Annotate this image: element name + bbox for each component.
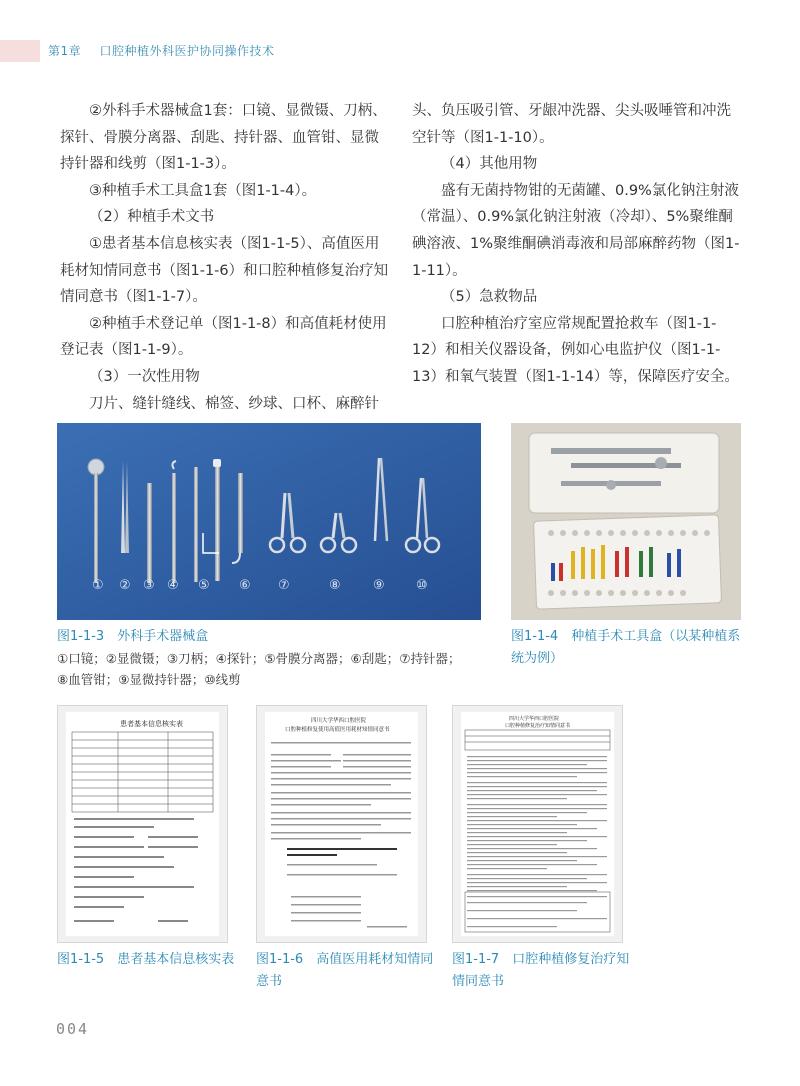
instrument-number-label: ② [119, 578, 131, 593]
form-org: 四川大学华西口腔医院 [311, 718, 367, 724]
paragraph: ③种植手术工具盒1套（图1-1-4）。 [89, 182, 317, 199]
figure-caption: 图1-1-3 外科手术器械盒 [57, 629, 209, 644]
paragraph: （2）种植手术文书 [89, 209, 215, 226]
instrument-number-label: ④ [167, 578, 179, 593]
paragraph: 头、负压吸引管、牙龈冲洗器、尖头吸唾管和冲洗空针等（图1-1-10）。 [412, 103, 731, 146]
chapter-title: 口腔种植外科医护协同操作技术 [99, 44, 275, 58]
instrument-number-label: ⑦ [278, 578, 290, 593]
instrument-number-label: ③ [143, 578, 155, 593]
paragraph: ①患者基本信息核实表（图1-1-5）、高值医用耗材知情同意书（图1-1-6）和口腔种植修复治疗知情同意书（图1-1-7）。 [60, 235, 389, 306]
implant-toolkit-photo [511, 423, 741, 620]
form-title: 口腔种植修复治疗知情同意书 [505, 723, 571, 729]
instrument-number-label: ⑩ [416, 578, 428, 593]
paragraph: 盛有无菌持物钳的无菌罐、0.9%氯化钠注射液（常温）、0.9%氯化钠注射液（冷却）、5%聚维酮碘溶液、1%聚维酮碘消毒液和局部麻醉药物（图1-1-11）。 [412, 182, 740, 279]
paragraph: 口腔种植治疗室应常规配置抢救车（图1-1-12）和相关仪器设备，例如心电监护仪（图1-1-13）和氧气装置（图1-1-14）等，保障医疗安全。 [412, 315, 739, 385]
figure-caption: 图1-1-4 种植手术工具盒（以某种植系统为例） [511, 629, 741, 666]
instrument-number-label: ⑥ [239, 578, 251, 593]
form-org: 四川大学华西口腔医院 [509, 716, 560, 722]
instrument-number-label: ⑧ [329, 578, 341, 593]
patient-info-form-image [57, 705, 228, 943]
instrument-number-label: ⑨ [373, 578, 385, 593]
figure-caption: 图1-1-6 高值医用耗材知情同意书 [256, 952, 434, 989]
paragraph: ②外科手术器械盒1套：口镜、显微镊、刀柄、探针、骨膜分离器、刮匙、持针器、血管钳、显微持针器和线剪（图1-1-3）。 [60, 103, 387, 173]
paragraph: ②种植手术登记单（图1-1-8）和高值耗材使用登记表（图1-1-9）。 [60, 315, 387, 359]
consumables-consent-form-image [256, 705, 427, 943]
figure-caption: 图1-1-5 患者基本信息核实表 [57, 952, 235, 967]
figure-subcaption: ①口镜；②显微镊；③刀柄；④探针；⑤骨膜分离器；⑥刮匙；⑦持针器；⑧血管钳；⑨显微持针器；⑩线剪 [57, 651, 461, 687]
paragraph: （4）其他用物 [441, 156, 538, 173]
surgical-instruments-photo [57, 423, 481, 620]
paragraph: 刀片、缝针缝线、棉签、纱球、口杯、麻醉针 [89, 395, 379, 412]
running-header [48, 42, 288, 59]
header-accent-band [0, 40, 40, 62]
chapter-label: 第1章 [48, 44, 82, 58]
right-text-column [412, 98, 742, 391]
instrument-number-label: ① [92, 578, 104, 593]
paragraph: （3）一次性用物 [89, 368, 200, 385]
left-text-column [60, 98, 390, 417]
page-number: 004 [56, 1020, 90, 1038]
form-title: 患者基本信息核实表 [120, 720, 183, 728]
form-title: 口腔种植修复使用高值医用耗材知情同意书 [285, 727, 390, 733]
implant-treatment-consent-form-image [452, 705, 623, 943]
paragraph: （5）急救物品 [441, 289, 538, 306]
figure-caption: 图1-1-7 口腔种植修复治疗知情同意书 [452, 952, 630, 989]
instrument-number-label: ⑤ [198, 578, 210, 593]
